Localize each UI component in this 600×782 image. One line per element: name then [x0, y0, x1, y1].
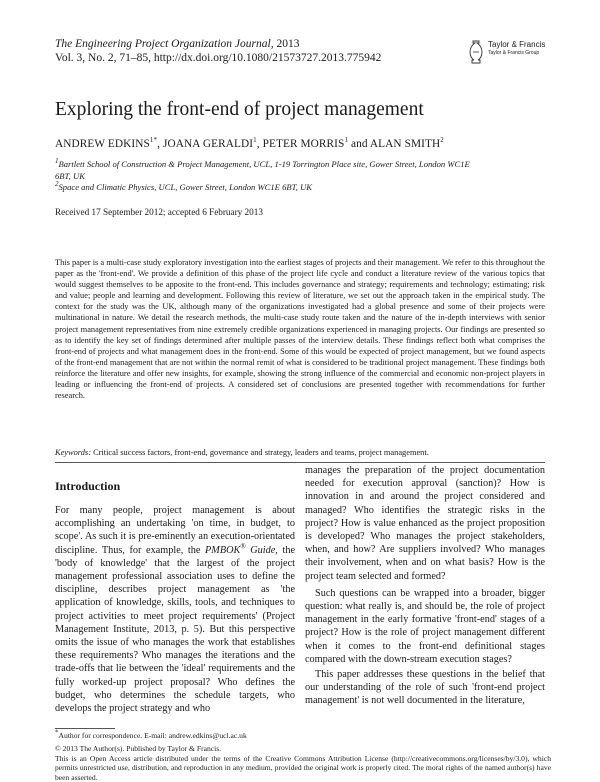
author-mark: 2	[440, 136, 444, 145]
author-name: PETER MORRIS	[262, 138, 345, 150]
pmbok-term: PMBOK	[205, 544, 241, 556]
article-title: Exploring the front-end of project management	[55, 99, 424, 120]
keywords	[55, 447, 555, 458]
paragraph: manages the preparation of the project documentation needed for execution approval (sanction)? How is innovation in and around the project considered and managed? Who identifies the strategic risks in the project? How is value enhanced as the project proposition is developed? Who manages the project stakeholders, when, and how? Are suppliers involved? Who manages their involvement, when and on what basis? How is the project team selected and formed?	[305, 465, 545, 582]
paragraph	[55, 504, 295, 715]
author-mark: 1*	[149, 136, 158, 145]
paragraph-text: For many people, project management is about accomplishing an undertaking 'on time, in budget, to scope'. As such it is pre-eminently an execution-orientated discipline. Thus, for example, the	[55, 505, 295, 556]
author-separator: ,	[157, 138, 163, 150]
publisher-logo-subtitle: Taylor & Francis Group	[488, 50, 540, 56]
taylor-francis-urn-icon	[468, 40, 484, 64]
affiliation-text: Space and Climatic Physics, UCL, Gower Street, London WC1E 6BT, UK	[58, 182, 313, 192]
paragraph: This paper addresses these questions in the belief that our understanding of the role of such 'front-end project management' is not well documented in the literature,	[305, 669, 545, 707]
abstract: This paper is a multi-case study exploratory investigation into the earliest stages of projects and their management. We refer to this throughout the paper as the 'front-end'. We provide a definition of this phase of the project life cycle and conduct a literature review of the various topics that would suggest themselves to be apposite to the front-end. This includes governance and strategy; requirements and technology; estimating; risk and value; people and learning and development. Following this review of literature, we set out the approach taken in the empirical study. The context for the study was the UK, although many of the organizations investigated had a global presence and some of their projects were multinational in nature. We detail the research methods, the multi-case study route taken and the nature of the in-depth interviews with senior project management representatives from nine extremely credible organizations experienced in managing projects. Our findings are presented so as to identify the key set of findings determined after multiple passes of the interview details. These findings reflect both what comprises the front-end of projects and what management does in the front-end. Some of this would be expected of project management, but we found aspects of the front-end management that are not within the normal remit of what is considered to be traditional project management. These findings both reinforce the literature and offer new insights, for example, showing the strong influence of the commercial and economic non-project players in leading or influencing the front-end of projects. A considered set of conclusions are presented together with recommendations for further research.	[55, 258, 545, 401]
footnote-text: Author for correspondence. E-mail: andrew.edkins@ucl.ac.uk	[58, 731, 247, 740]
author-separator: and	[348, 138, 370, 150]
body-column-left	[55, 504, 295, 715]
body-column-right	[305, 464, 545, 708]
affiliation	[55, 159, 475, 182]
publisher-logo-name: Taylor & Francis	[488, 40, 546, 49]
footnote-divider	[55, 728, 115, 729]
author-name: ANDREW EDKINS	[55, 138, 150, 150]
registered-mark: ®	[240, 542, 246, 551]
journal-title: The Engineering Project Organization Journal,	[55, 38, 274, 50]
volume-doi: Vol. 3, No. 2, 71–85, http://dx.doi.org/10.1080/21573727.2013.775942	[55, 52, 382, 64]
keywords-text: Critical success factors, front-end, governance and strategy, leaders and teams, project management.	[93, 448, 429, 457]
journal-name	[55, 38, 299, 50]
section-divider	[55, 462, 545, 463]
copyright-notice	[55, 744, 551, 782]
author-mark: 1	[253, 136, 257, 145]
journal-year: 2013	[276, 38, 300, 50]
received-dates: Received 17 September 2012; accepted 6 February 2013	[55, 207, 263, 217]
author-separator: ,	[256, 138, 263, 150]
author-list	[55, 138, 444, 150]
guide-term: Guide,	[250, 544, 278, 556]
section-heading-introduction: Introduction	[55, 479, 121, 493]
affiliation-mark: 1	[55, 157, 59, 166]
keywords-label: Keywords:	[55, 448, 91, 457]
license-text: This is an Open Access article distributed under the terms of the Creative Commons Attribution License (http://creativecommons.org/licenses/by/3.0), which permits unrestricted use, distribution, and reproduction in any medium, provided the original work is properly cited. The moral rights of the named author(s) have been asserted.	[55, 753, 551, 782]
paragraph: Such questions can be wrapped into a broader, bigger question: what really is, and should be, the role of project management in the early formative 'front-end' stages of a project? How is the role of project management different when it comes to the front-end definitional stages compared with the down-stream execution stages?	[305, 587, 545, 665]
affiliation-text: Bartlett School of Construction & Project Management, UCL, 1-19 Torrington Place site, Gower Street, London WC1E 6BT, UK	[55, 159, 470, 181]
paragraph-text: the 'body of knowledge' that the largest of the project management professional association uses to define the discipline, describes project management as 'the application of knowledge, skills, tools, and techniques to project activities to meet project requirements' (Project Management Institute, 2013, p. 5). But this perspective omits the issue of who manages the work that establishes these requirements? Who manages the iterations and the trade-offs that lie between the 'ideal' requirements and the fully worked-up project proposal? Who defines the budget, who determines the schedule targets, who develops the project strategy and who	[55, 544, 295, 715]
affiliation	[55, 182, 475, 194]
footnote	[55, 728, 247, 740]
affiliation-mark: 2	[55, 180, 59, 189]
footnote-mark: *	[55, 728, 59, 737]
publisher-logo	[468, 38, 548, 68]
author-name: ALAN SMITH	[369, 138, 441, 150]
copyright-line: © 2013 The Author(s). Published by Taylor & Francis.	[55, 744, 222, 753]
author-name: JOANA GERALDI	[162, 138, 254, 150]
author-mark: 1	[344, 136, 349, 145]
